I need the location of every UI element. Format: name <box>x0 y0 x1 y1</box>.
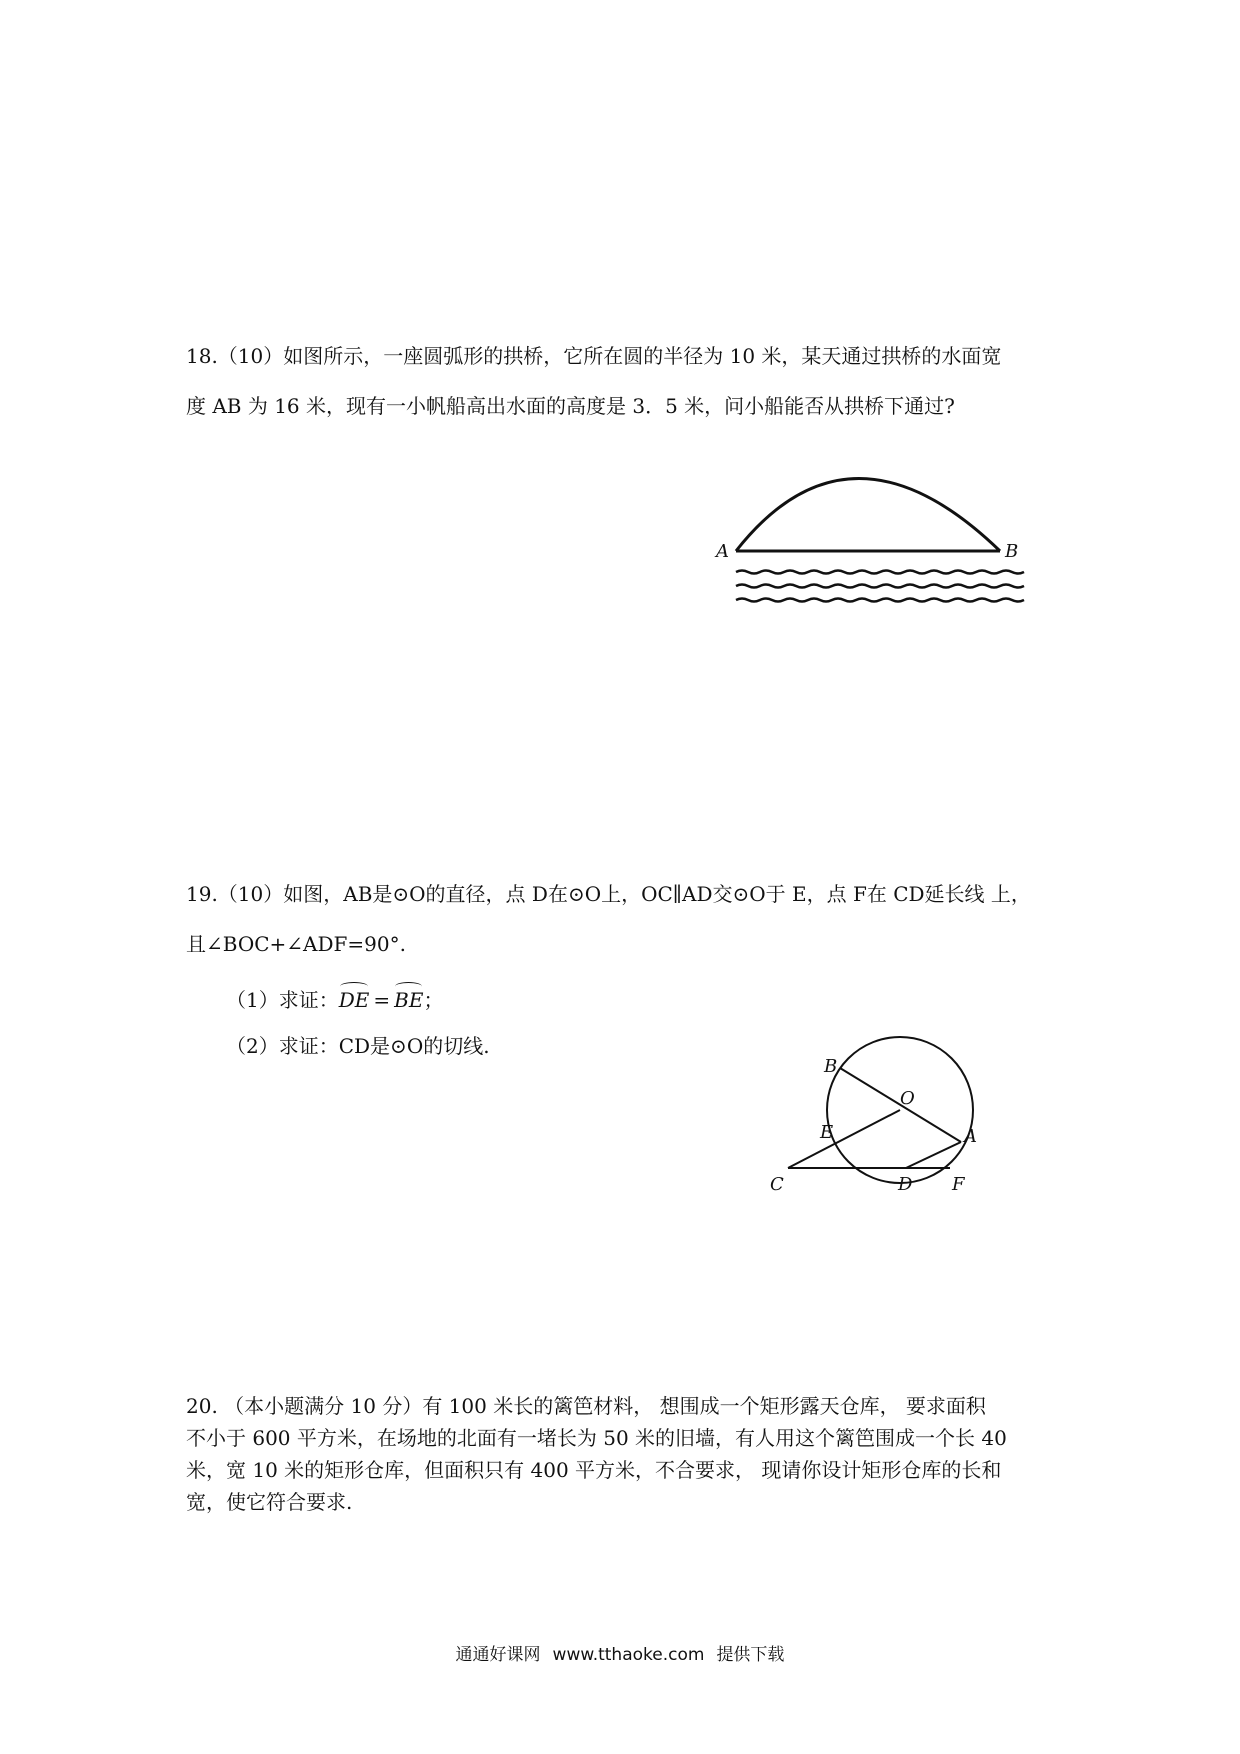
bridge-arc <box>736 479 1000 552</box>
label-d: D <box>898 1174 913 1195</box>
label-c: C <box>770 1174 784 1195</box>
q19-part-2: （2）求证：CD是⊙O的切线. <box>226 1034 490 1058</box>
q19-text-line-1: 19.（10）如图，AB是⊙O的直径，点 D在⊙O上，OC∥AD交⊙O于 E，点 F在 CD延长线 上， <box>186 882 1031 906</box>
wave-line-1 <box>736 571 1024 574</box>
chord-ad <box>906 1142 961 1168</box>
q19-part-1-prefix: （1）求证： <box>226 988 339 1012</box>
label-a: A <box>964 1126 977 1147</box>
q19-part-1 <box>226 984 443 1012</box>
wave-line-3 <box>736 599 1024 602</box>
label-f: F <box>952 1174 965 1195</box>
q20-text-line-2: 不小于 600 平方米，在场地的北面有一堵长为 50 米的旧墙，有人用这个篱笆围成一个长 40 <box>186 1426 1007 1450</box>
circle-tangent-figure <box>760 1010 990 1200</box>
q18-text-line-2: 度 AB 为 16 米，现有一小帆船高出水面的高度是 3．5 米，问小船能否从拱桥下通过? <box>186 394 955 418</box>
q20-text-line-3: 米，宽 10 米的矩形仓库，但面积只有 400 平方米，不合要求， 现请你设计矩形仓库的长和 <box>186 1458 1002 1482</box>
label-o: O <box>900 1088 915 1109</box>
footer-suffix: 提供下载 <box>716 1645 785 1665</box>
arc-de: DE <box>339 984 370 1012</box>
q20-text-line-1: 20. （本小题满分 10 分）有 100 米长的篱笆材料， 想围成一个矩形露天仓库， 要求面积 <box>186 1394 986 1418</box>
footer-site-name: 通通好课网 <box>455 1645 541 1665</box>
label-b: B <box>1005 541 1019 562</box>
equals-sign: = <box>373 988 391 1012</box>
segment-oc <box>788 1110 900 1168</box>
label-a: A <box>716 541 729 562</box>
footer-url[interactable]: www.tthaoke.com <box>552 1645 705 1665</box>
wave-line-2 <box>736 585 1024 588</box>
label-b: B <box>824 1056 838 1077</box>
arc-be-mark <box>395 982 422 991</box>
arc-de-mark <box>340 982 369 991</box>
page-footer <box>0 1644 1240 1666</box>
q20-text-line-4: 宽，使它符合要求. <box>186 1490 353 1514</box>
q19-part-1-suffix: ； <box>423 988 444 1012</box>
arc-be: BE <box>394 984 423 1012</box>
arch-bridge-figure <box>700 456 1030 616</box>
label-e: E <box>820 1122 834 1143</box>
q18-text-line-1: 18.（10）如图所示，一座圆弧形的拱桥，它所在圆的半径为 10 米，某天通过拱桥的水面宽 <box>186 344 1002 368</box>
q19-text-line-2: 且∠BOC+∠ADF=90°. <box>186 932 406 956</box>
